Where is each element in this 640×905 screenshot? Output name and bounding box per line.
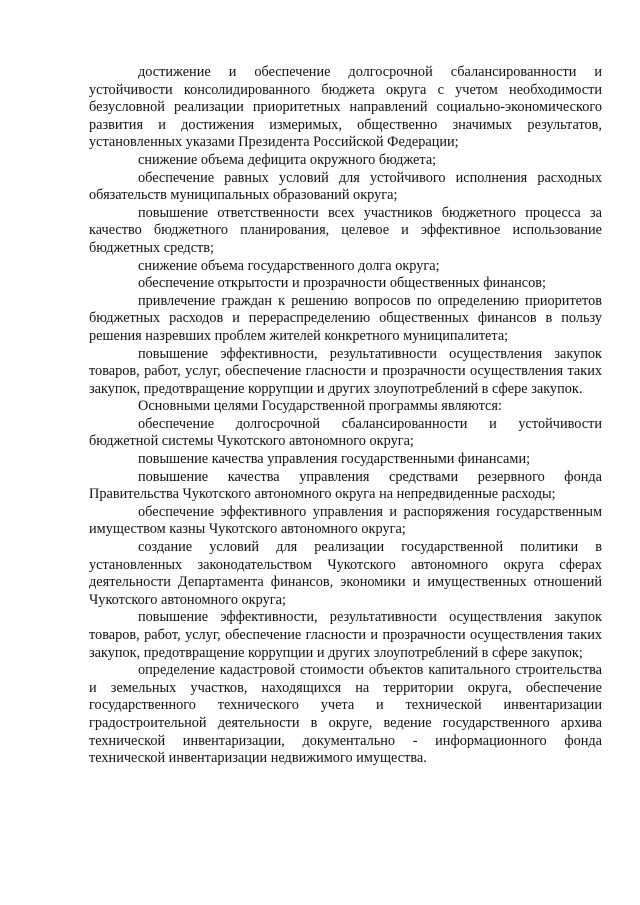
paragraph-transparency: обеспечение открытости и прозрачности общественных финансов; (138, 275, 547, 292)
paragraph-procurement-goal: повышение эффективности, результативности осуществления закупок товаров, работ, услуг, обеспечение гласности и прозрачности осуществления таких закупок, предотвращение коррупции и других злоупотреблений в сфере закупок; (89, 609, 602, 661)
paragraph-deficit: снижение объема дефицита окружного бюджета; (138, 151, 437, 168)
paragraph-cadastral-valuation: определение кадастровой стоимости объектов капитального строительства и земельных участков, находящихся на территории округа, обеспечение государственного технического учета и технической инвентаризации градостроительной деятельности в округе, ведение государственного архива технической инвентаризации, документально - информационного фонда технической инвентаризации недвижимого имущества. (89, 662, 602, 767)
paragraph-state-policy: создание условий для реализации государственной политики в установленных законодательством Чукотского автономного округа сферах деятельности Департамента финансов, экономики и имущественных отношений Чукотского автономного округа; (89, 539, 602, 608)
paragraph-responsibility: повышение ответственности всех участников бюджетного процесса за качество бюджетного планирования, целевое и эффективное использование бюджетных средств; (89, 204, 602, 256)
paragraph-budget-system-stability: обеспечение долгосрочной сбалансированности и устойчивости бюджетной системы Чукотского автономного округа; (89, 415, 602, 450)
paragraph-goal-balance: достижение и обеспечение долгосрочной сбалансированности и устойчивости консолидированного бюджета округа с учетом необходимости безусловной реализации приоритетных направлений социально-экономического развития и достижения измеримых, общественно значимых результатов, установленных указами Президента Российской Федерации; (89, 64, 602, 151)
paragraph-main-goals-heading: Основными целями Государственной программы являются: (138, 398, 502, 415)
paragraph-finance-management-quality: повышение качества управления государственными финансами; (138, 451, 531, 468)
paragraph-citizen-involvement: привлечение граждан к решению вопросов по определению приоритетов бюджетных расходов и перераспределению общественных финансов в пользу решения назревших проблем жителей конкретного муниципалитета; (89, 292, 602, 344)
paragraph-state-debt: снижение объема государственного долга округа; (138, 257, 440, 274)
paragraph-procurement-efficiency: повышение эффективности, результативности осуществления закупок товаров, работ, услуг, обеспечение гласности и прозрачности осуществления таких закупок, предотвращение коррупции и других злоупотреблений в сфере закупок. (89, 345, 602, 397)
document-page (89, 64, 602, 768)
paragraph-equal-conditions: обеспечение равных условий для устойчивого исполнения расходных обязательств муниципальных образований округа; (89, 169, 602, 204)
paragraph-state-property: обеспечение эффективного управления и распоряжения государственным имуществом казны Чукотского автономного округа; (89, 503, 602, 538)
paragraph-reserve-fund: повышение качества управления средствами резервного фонда Правительства Чукотского автономного округа на непредвиденные расходы; (89, 468, 602, 503)
